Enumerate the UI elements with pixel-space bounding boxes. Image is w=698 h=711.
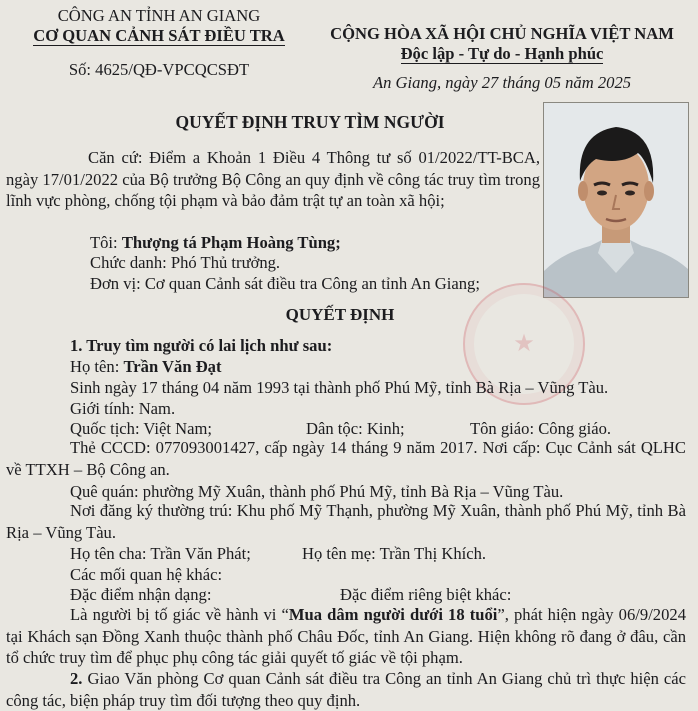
mother-name: Họ tên mẹ: Trần Thị Khích. xyxy=(302,544,487,563)
nation-motto-text: Độc lập - Tự do - Hạnh phúc xyxy=(400,44,604,63)
legal-basis: Căn cứ: Điểm a Khoản 1 Điều 4 Thông tư số 01/2022/TT-BCA, ngày 17/01/2022 của Bộ trưởng Bộ Công an quy định về công tác truy tìm trong lĩnh vực phòng, chống tội phạm và bảo đảm trật tự an toàn xã hội; xyxy=(6,148,540,210)
nationality: Quốc tịch: Việt Nam; xyxy=(70,419,213,438)
issuer-name: Thượng tá Phạm Hoàng Tùng; xyxy=(121,233,341,252)
other-relations: Các mối quan hệ khác: xyxy=(70,565,223,584)
birth-info: Sinh ngày 17 tháng 04 năm 1993 tại thành phố Phú Mỹ, tỉnh Bà Rịa – Vũng Tàu. xyxy=(70,378,609,397)
nation-title: CỘNG HÒA XÃ HỘI CHỦ NGHĨA VIỆT NAM xyxy=(330,24,674,43)
item-2-number: 2. xyxy=(70,669,83,688)
document-title: QUYẾT ĐỊNH TRUY TÌM NGƯỜI xyxy=(175,112,445,132)
hometown: Quê quán: phường Mỹ Xuân, thành phố Phú Mỹ, tỉnh Bà Rịa – Vũng Tàu. xyxy=(70,482,564,501)
accusation-prefix: Là người bị tố giác về hành vi “ xyxy=(70,605,289,624)
person-name-line xyxy=(70,357,222,377)
issuer-unit: Đơn vị: Cơ quan Cảnh sát điều tra Công an tỉnh An Giang; xyxy=(90,274,480,293)
person-name: Trần Văn Đạt xyxy=(123,357,222,376)
ethnicity: Dân tộc: Kinh; xyxy=(306,419,405,438)
nation-motto xyxy=(306,44,698,64)
item-1-heading: 1. Truy tìm người có lai lịch như sau: xyxy=(70,336,333,355)
religion: Tôn giáo: Công giáo. xyxy=(470,419,612,438)
item-2 xyxy=(6,668,686,711)
father-name: Họ tên cha: Trần Văn Phát; xyxy=(70,544,251,563)
person-name-label: Họ tên: xyxy=(70,357,120,376)
suspect-photo xyxy=(543,102,689,298)
portrait-image xyxy=(544,103,688,297)
accusation xyxy=(6,604,686,669)
special-features: Đặc điểm riêng biệt khác: xyxy=(340,585,512,604)
issuer-position: Chức danh: Phó Thủ trưởng. xyxy=(90,253,281,272)
agency-name: CÔNG AN TỈNH AN GIANG xyxy=(57,6,261,25)
issuer-label: Tôi: xyxy=(90,233,118,252)
star-icon: ★ xyxy=(513,331,535,357)
identifying-features: Đặc điểm nhận dạng: xyxy=(70,585,212,604)
document-number: Số: 4625/QĐ-VPCQCSĐT xyxy=(68,60,250,79)
decision-heading: QUYẾT ĐỊNH xyxy=(285,305,395,324)
agency-subname xyxy=(28,26,290,46)
accusation-detail: ”, phát hiện ngày 06/9/2024 tại Khách sạn Đồng Xanh thuộc thành phố Châu Đốc, tỉnh An Giang. Hiện không rõ đang ở đâu, cần tổ chức truy tìm để phục phụ công tác giải quyết tố giác về tội phạm. xyxy=(6,605,686,667)
gender: Giới tính: Nam. xyxy=(70,399,176,418)
place-date: An Giang, ngày 27 tháng 05 năm 2025 xyxy=(372,73,632,92)
item-2-text: Giao Văn phòng Cơ quan Cảnh sát điều tra Công an tỉnh An Giang chủ trì thực hiện các công tác, biện pháp truy tìm đối tượng theo quy định. xyxy=(6,669,686,710)
agency-subname-text: CƠ QUAN CẢNH SÁT ĐIỀU TRA xyxy=(33,26,285,45)
id-card-info: Thẻ CCCD: 077093001427, cấp ngày 14 tháng 9 năm 2017. Nơi cấp: Cục Cảnh sát QLHC về TTXH – Bộ Công an. xyxy=(6,438,686,479)
residence: Nơi đăng ký thường trú: Khu phố Mỹ Thạnh, phường Mỹ Xuân, thành phố Phú Mỹ, tỉnh Bà Rịa – Vũng Tàu. xyxy=(6,501,686,542)
accusation-offense: Mua dâm người dưới 18 tuổi xyxy=(288,605,498,624)
issuer-line xyxy=(90,233,341,253)
